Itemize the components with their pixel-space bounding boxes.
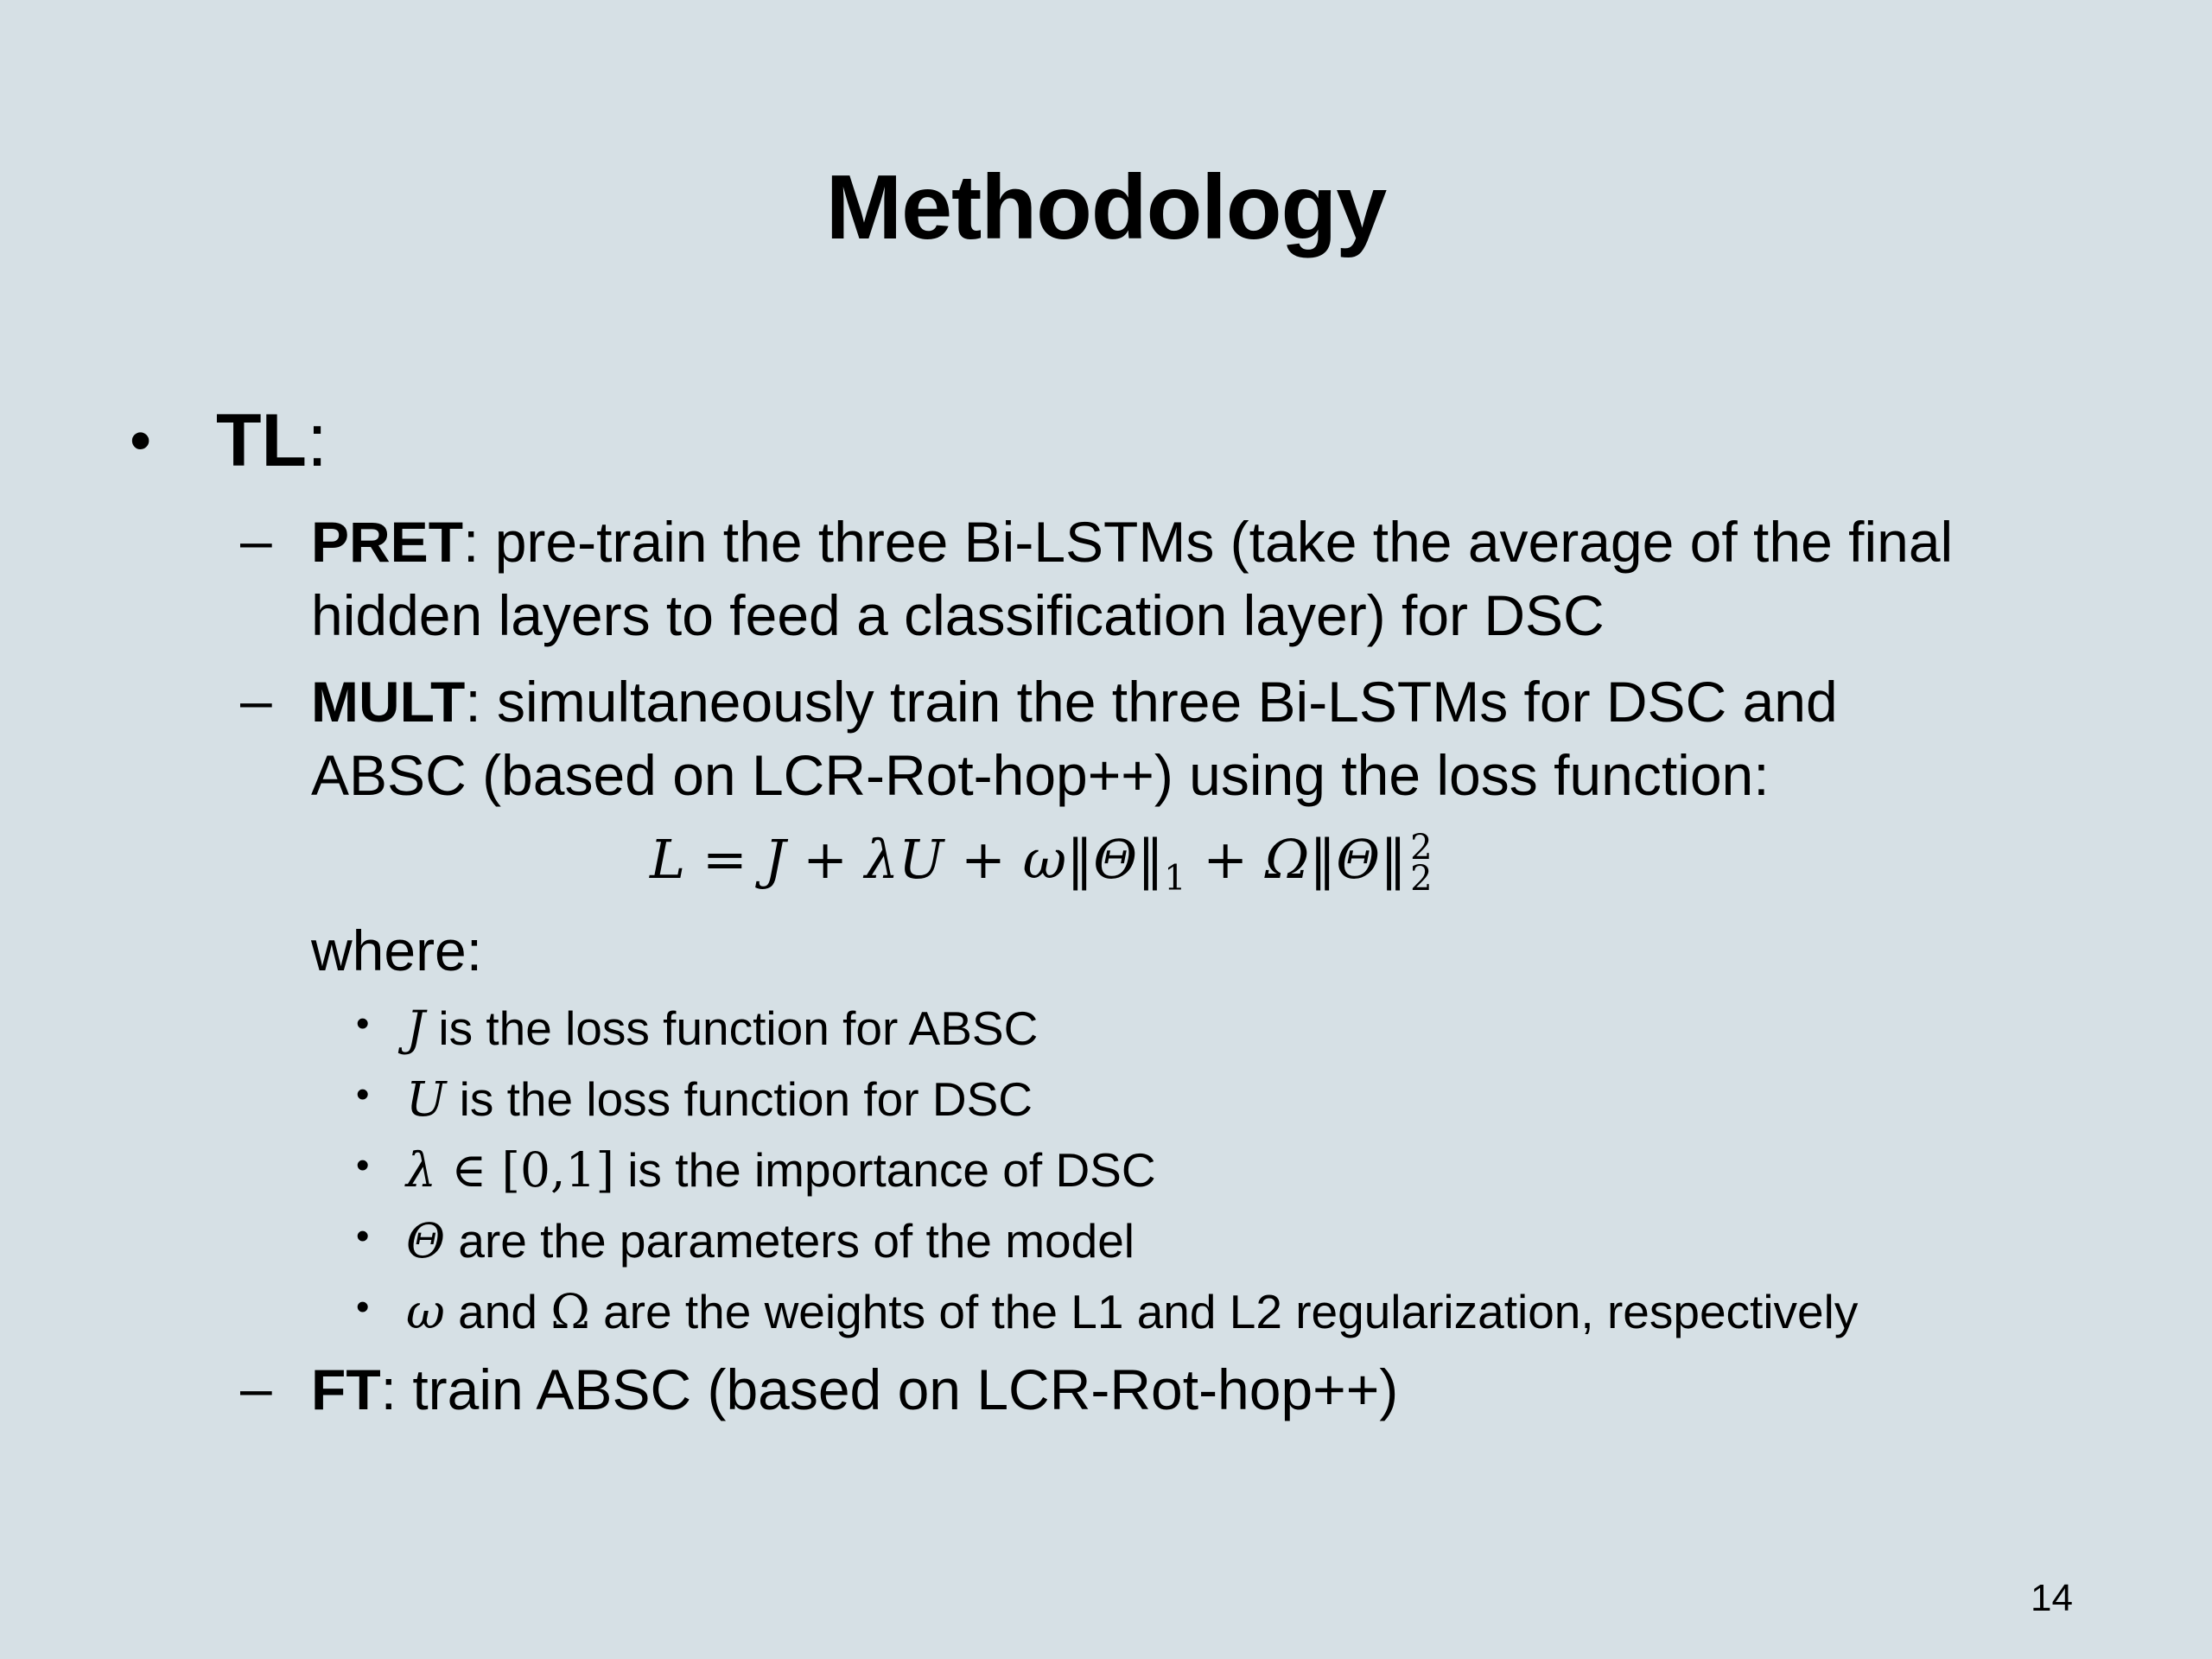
section-label: TL <box>216 399 308 482</box>
formula-main: L = J + λU + ω‖Θ‖ <box>650 828 1165 891</box>
sub-bullet-icon: • <box>356 1215 370 1257</box>
item-mult-line2: ABSC (based on LCR-Rot-hop++) using the loss function: <box>311 743 1770 807</box>
item-pret-line2: hidden layers to feed a classification layer) for DSC <box>311 583 1605 647</box>
symbol-lambda: λ <box>406 1142 436 1198</box>
definition-theta-text: are the parameters of the model <box>445 1214 1135 1268</box>
symbol-j: J <box>406 1001 426 1056</box>
dash-icon: – <box>240 1356 272 1420</box>
section-heading <box>216 397 327 484</box>
item-pret-line1 <box>311 505 1953 579</box>
symbol-lambda-range: ∈ [0,1] <box>435 1142 614 1198</box>
definition-j-text: is the loss function for ABSC <box>425 1001 1039 1055</box>
sub-bullet-icon: • <box>356 1286 370 1328</box>
sub-bullet-icon: • <box>356 1073 370 1116</box>
bullet-icon: • <box>130 406 152 475</box>
dash-icon: – <box>240 508 272 572</box>
definition-omega-connector: and <box>444 1285 551 1338</box>
definition-omega <box>406 1281 1858 1342</box>
formula-sub2: 2 <box>1410 859 1433 899</box>
definition-u-text: is the loss function for DSC <box>446 1072 1033 1126</box>
formula-mid: + Ω‖Θ‖ <box>1185 828 1408 891</box>
definition-theta <box>406 1211 1135 1271</box>
symbol-omega: ω <box>406 1284 445 1339</box>
item-mult-text: : simultaneously train the three Bi-LSTMs for DSC and <box>465 670 1838 734</box>
slide-title: Methodology <box>825 156 1387 258</box>
item-ft-text: : train ABSC (based on LCR-Rot-hop++) <box>380 1357 1399 1421</box>
definition-lambda <box>406 1140 1156 1200</box>
definition-lambda-text: is the importance of DSC <box>613 1143 1156 1197</box>
symbol-theta: Θ <box>406 1213 446 1268</box>
sub-bullet-icon: • <box>356 1144 370 1186</box>
section-suffix: : <box>307 399 327 482</box>
item-ft-line1 <box>311 1353 1398 1427</box>
definition-u <box>406 1069 1033 1129</box>
definition-omega-text: are the weights of the L1 and L2 regularization, respectively <box>589 1285 1859 1338</box>
formula-sup2: 2 <box>1410 828 1433 868</box>
item-mult-line1 <box>311 665 1838 739</box>
item-mult-label: MULT <box>311 670 466 734</box>
item-ft-label: FT <box>311 1357 381 1421</box>
formula-supsub <box>1410 828 1433 899</box>
item-pret-label: PRET <box>311 510 464 574</box>
definition-j <box>406 998 1038 1058</box>
symbol-omega-upper: Ω <box>550 1284 590 1339</box>
where-label: where: <box>311 918 483 982</box>
formula-sub1: 1 <box>1164 858 1186 899</box>
sub-bullet-icon: • <box>356 1002 370 1045</box>
symbol-u: U <box>406 1071 447 1127</box>
loss-formula <box>650 825 1433 912</box>
item-pret-text: : pre-train the three Bi-LSTMs (take the average of the final <box>463 510 1954 574</box>
page-number: 14 <box>2031 1577 2073 1619</box>
dash-icon: – <box>240 668 272 732</box>
